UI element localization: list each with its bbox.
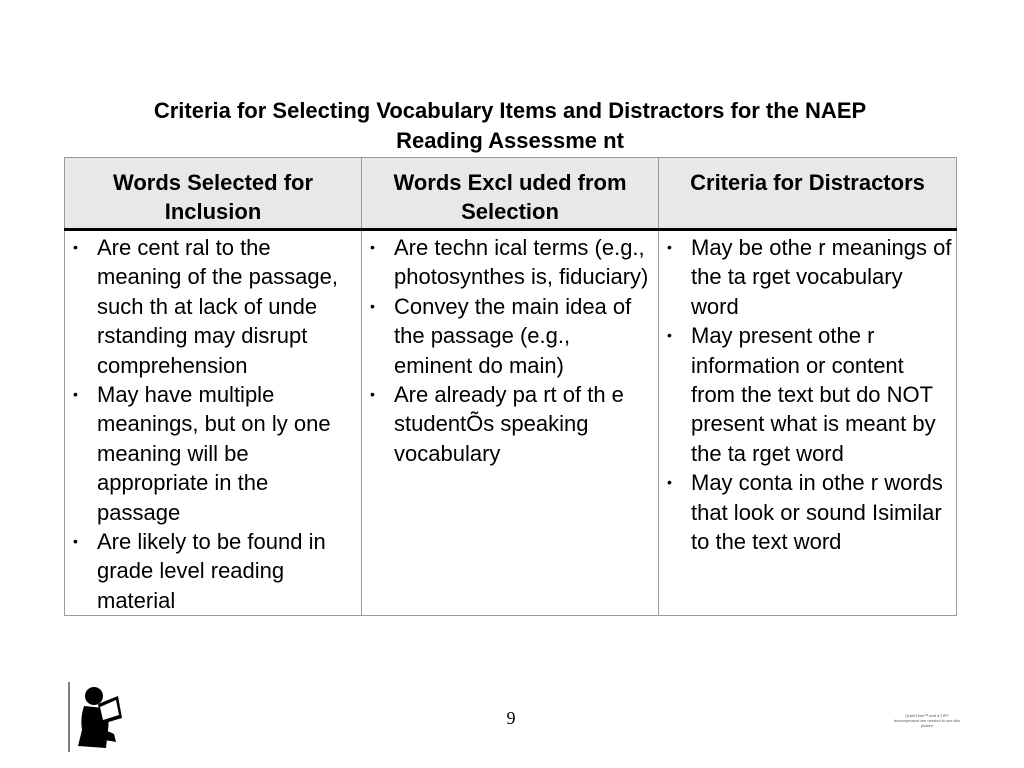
title-line-2: Reading Assessme nt [396,128,624,153]
list-item: • Are already pa rt of th e studentÕs speaking vocabulary [366,380,654,468]
header-words-selected: Words Selected for Inclusion [65,158,362,230]
missing-image-placeholder: QuickTime™ and a TIFF decompressor are needed to see this picture [893,713,961,728]
header-distractor-criteria: Criteria for Distractors [659,158,957,230]
header-words-excluded: Words Excl uded from Selection [362,158,659,230]
list-item: • May present othe r information or content from the text but do NOT present what is meant by the ta rget word [663,321,952,468]
distractor-criteria-list [663,233,952,556]
list-item: • May be othe r meanings of the ta rget vocabulary word [663,233,952,321]
distractor-criteria-cell [659,230,957,616]
document-title [64,96,956,156]
title-line-1: Criteria for Selecting Vocabulary Items and Distractors for the NAEP [153,98,867,123]
criteria-table [64,157,957,616]
exclusion-criteria-list [366,233,654,468]
table-header-row [65,158,957,230]
inclusion-criteria-list [69,233,357,615]
inclusion-criteria-cell [65,230,362,616]
list-item: • Are techn ical terms (e.g., photosynthes is, fiduciary) [366,233,654,292]
table-row [65,230,957,616]
child-reading-book-icon [68,682,128,752]
exclusion-criteria-cell [362,230,659,616]
list-item: • May have multiple meanings, but on ly one meaning will be appropriate in the passage [69,380,357,527]
page-number: 9 [506,708,516,728]
list-item: • Are likely to be found in grade level reading material [69,527,357,615]
list-item: • Convey the main idea of the passage (e.g., eminent do main) [366,292,654,380]
list-item: • Are cent ral to the meaning of the passage, such th at lack of unde rstanding may disrupt comprehension [69,233,357,380]
list-item: • May conta in othe r words that look or sound Isimilar to the text word [663,468,952,556]
